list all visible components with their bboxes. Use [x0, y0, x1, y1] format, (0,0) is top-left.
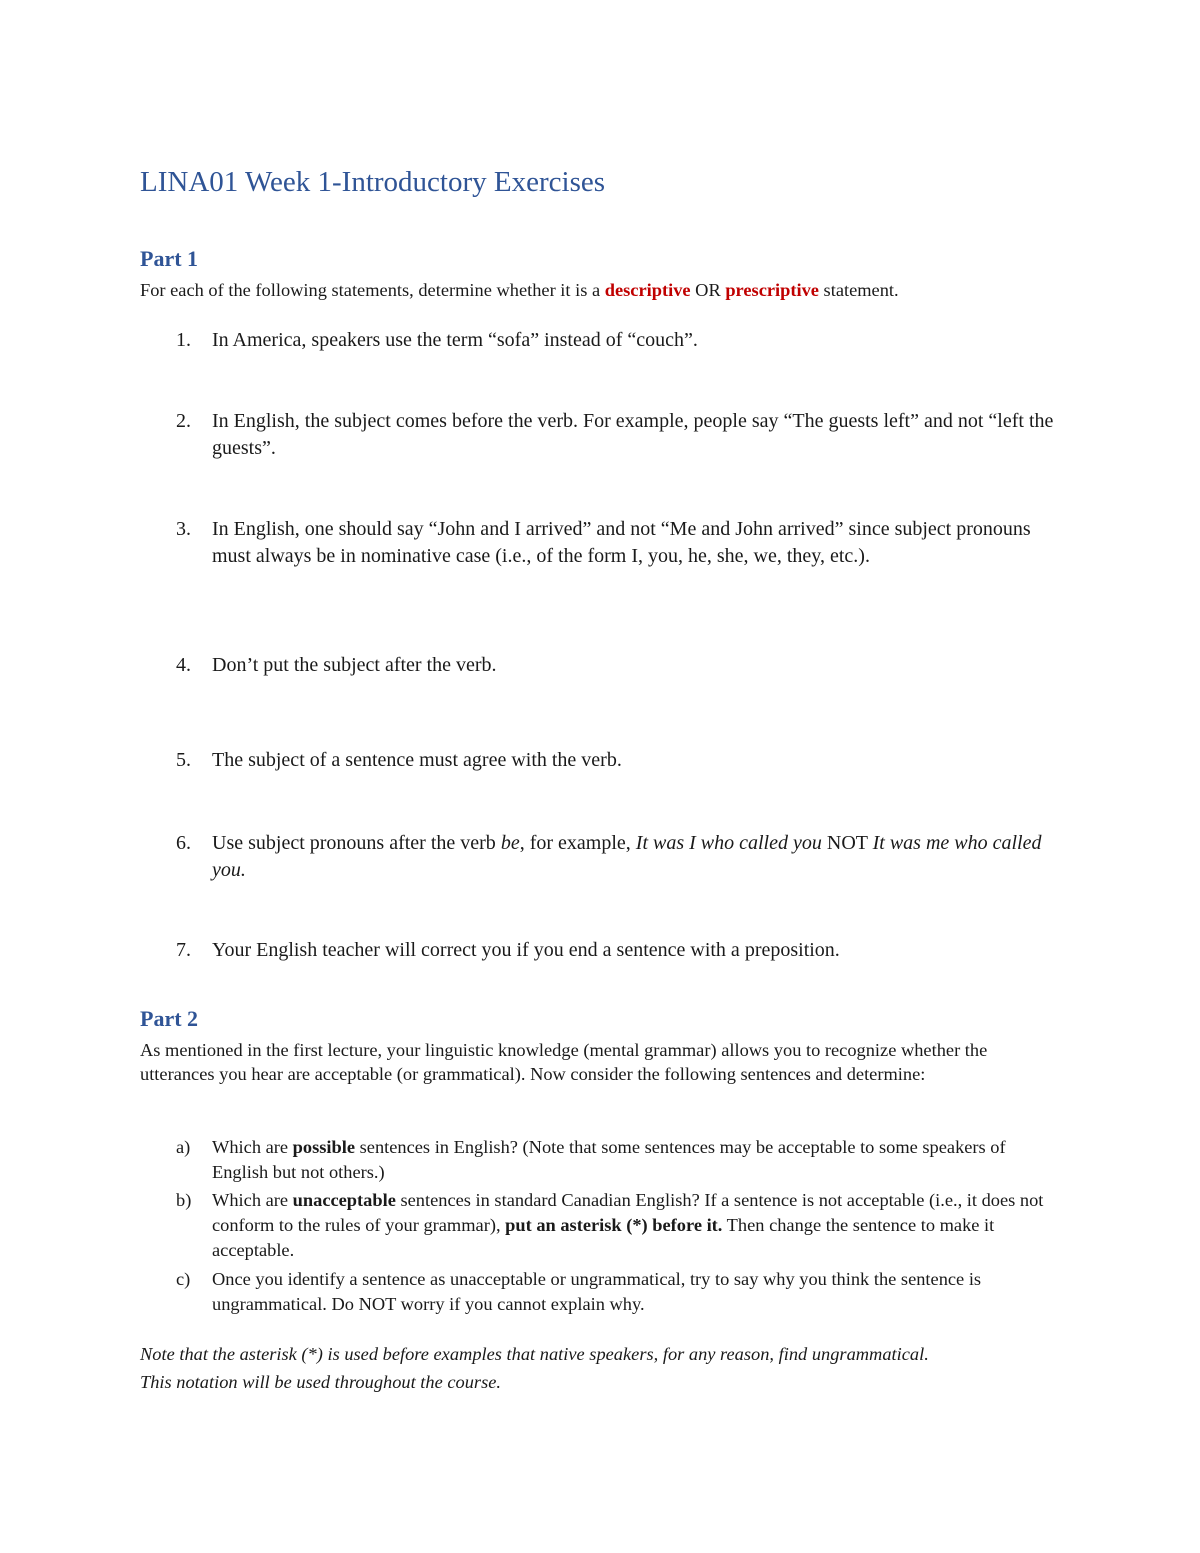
item-text-bold: possible: [292, 1137, 356, 1157]
item-number: 2.: [176, 410, 191, 432]
item-text-part: sentences in English? (Note that some sentences may be acceptable to some speakers of English but not others.): [212, 1137, 1006, 1182]
part1-intro-before: For each of the following statements, determine whether it is a: [140, 280, 605, 300]
item-text: Once you identify a sentence as unacceptable or ungrammatical, try to say why you think the sentence is ungrammatical. Do NOT worry if you cannot explain why.: [212, 1269, 982, 1314]
page-title: LINA01 Week 1-Introductory Exercises: [140, 166, 606, 198]
item-number: 5.: [176, 749, 191, 771]
item-number: 7.: [176, 939, 191, 961]
item-text: In English, the subject comes before the verb. For example, people say “The guests left” and not “left the guests”.: [212, 410, 1054, 459]
item-letter: c): [176, 1269, 191, 1289]
item-text-part: , for example,: [519, 832, 636, 854]
asterisk-note: Note that the asterisk (*) is used before examples that native speakers, for any reason, find ungrammatical. This notation will be used throughout the course.: [140, 1344, 929, 1392]
item-text-part: Then change the sentence to make it acceptable.: [212, 1215, 995, 1260]
item-number: 3.: [176, 518, 191, 540]
item-letter: a): [176, 1137, 191, 1157]
item-text: Don’t put the subject after the verb.: [212, 654, 497, 676]
item-text-bold: unacceptable: [292, 1190, 396, 1210]
part1-intro-after: statement.: [818, 280, 899, 300]
term-prescriptive: prescriptive: [725, 280, 819, 300]
term-descriptive: descriptive: [604, 280, 691, 300]
item-text-part: Which are: [212, 1190, 293, 1210]
item-text-part: Use subject pronouns after the verb: [212, 832, 501, 854]
item-text: In America, speakers use the term “sofa” instead of “couch”.: [212, 329, 698, 351]
item-text-italic: It was I who called you: [635, 832, 822, 854]
item-text: [212, 830, 1072, 884]
item-text-part: sentences in standard Canadian English? If a sentence is not acceptable (i.e., it does not conform to the rules of your grammar),: [212, 1190, 1044, 1235]
part1-intro: [140, 278, 899, 302]
item-number: 4.: [176, 654, 191, 676]
part2-heading: Part 2: [140, 1006, 199, 1031]
item-text: The subject of a sentence must agree with the verb.: [212, 749, 622, 771]
part1-heading: Part 1: [140, 246, 199, 271]
item-text-italic: It was me who called you.: [212, 832, 1042, 881]
item-text-part: NOT: [821, 832, 873, 854]
item-number: 1.: [176, 329, 191, 351]
item-text: In English, one should say “John and I arrived” and not “Me and John arrived” since subject pronouns must always be in nominative case (i.e., of the form I, you, he, she, we, they, etc.).: [212, 518, 1031, 567]
part2-intro: As mentioned in the first lecture, your linguistic knowledge (mental grammar) allows you to recognize whether the utterances you hear are acceptable (or grammatical). Now consider the following sentences and determine:: [140, 1040, 988, 1084]
item-text-part: Which are: [212, 1137, 293, 1157]
item-text: Your English teacher will correct you if you end a sentence with a preposition.: [212, 939, 840, 961]
item-text: [212, 1188, 1062, 1263]
part1-intro-or: OR: [690, 280, 726, 300]
item-letter: b): [176, 1190, 192, 1210]
item-text: [212, 1135, 1062, 1185]
item-text-italic: be: [500, 832, 520, 854]
item-text-bold: put an asterisk (*) before it.: [505, 1215, 723, 1235]
item-number: 6.: [176, 832, 191, 854]
